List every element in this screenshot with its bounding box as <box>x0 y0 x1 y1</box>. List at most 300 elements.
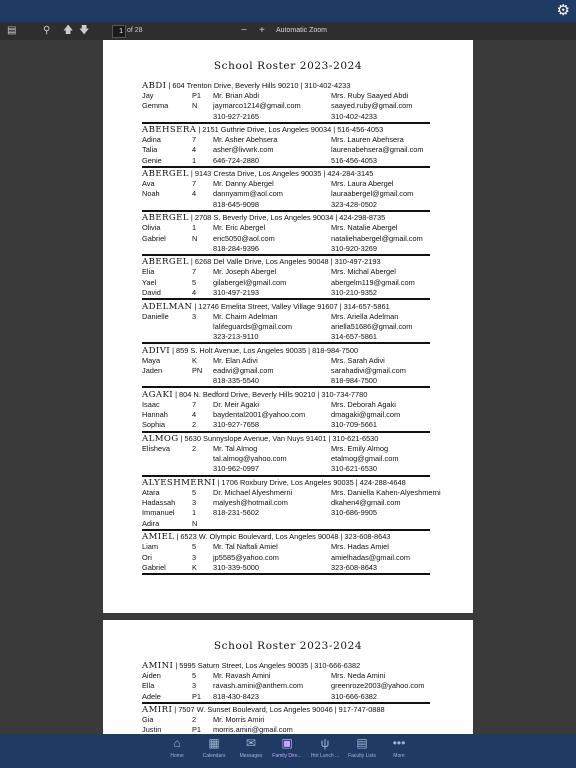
family-header <box>142 125 430 135</box>
child-name: Adele <box>142 691 161 701</box>
family-address: 2151 Guthrie Drive, Los Angeles 90034 <box>202 125 332 135</box>
separator: | <box>172 345 175 355</box>
family-entry <box>142 477 441 529</box>
parent2-info: Mrs. Neda Amini <box>331 671 386 680</box>
parent1-info: 646-724-2880 <box>213 155 260 165</box>
child-grade: PN <box>192 365 203 375</box>
family-row <box>142 715 430 725</box>
parent1-info: ravash.amini@anthem.com <box>213 681 304 691</box>
parent2-info: 818-984-7500 <box>331 376 378 386</box>
parent1-info: Mr. Eric Abergel <box>213 223 266 233</box>
family-name: ABERGEL <box>142 213 189 224</box>
family-phone: 424-288-4648 <box>359 477 406 487</box>
child-name: Jaden <box>142 365 163 375</box>
family-address: 12746 Emelita Street, Valley Village 91607 <box>198 301 338 311</box>
parent1-info: malyesh@hotmail.com <box>213 498 288 508</box>
child-name: Talia <box>142 145 158 155</box>
family-row <box>142 135 430 145</box>
separator: | <box>335 213 338 223</box>
family-entry <box>142 257 430 298</box>
parent1-info: 323-213-9110 <box>213 332 259 342</box>
parent1-info: Dr. Michael Alyeshmerni <box>213 487 293 497</box>
family-address: 5630 Sunnyslope Avenue, Van Nuys 91401 <box>184 433 327 443</box>
family-header <box>142 169 430 179</box>
separator: | <box>310 661 313 670</box>
family-row <box>142 112 430 122</box>
page-title: School Roster 2023-2024 <box>213 60 363 72</box>
parent2-info: Mrs. Emily Almog <box>331 443 389 453</box>
parent1-info: eric5050@aol.com <box>213 233 275 243</box>
family-entry <box>142 390 430 431</box>
parent1-info: gilabergel@gmail.com <box>213 277 287 287</box>
family-entry <box>142 346 430 387</box>
zoom-out-icon[interactable]: − <box>241 25 247 36</box>
child-grade: 7 <box>192 267 197 277</box>
parent2-info: 323-608-8643 <box>331 562 378 572</box>
parent1-info: 310-962-0997 <box>213 464 260 474</box>
separator: | <box>328 433 331 443</box>
tab-label: Calendars <box>202 753 226 759</box>
divider <box>142 122 430 124</box>
child-name: Ella <box>142 681 155 691</box>
family-row <box>142 681 430 691</box>
child-name: Immanuel <box>142 508 175 518</box>
parent1-info: 310-927-7658 <box>213 420 260 430</box>
child-grade: 3 <box>192 311 197 321</box>
parent2-info: ariella51686@gmail.com <box>331 321 413 331</box>
parent2-info: Mrs. Natalie Abergel <box>331 223 398 233</box>
parent1-info: 818-231-5602 <box>213 508 260 518</box>
family-row <box>142 671 430 681</box>
separator: | <box>175 389 178 399</box>
child-grade: 1 <box>192 155 197 165</box>
family-name: AMIRI <box>142 705 173 716</box>
family-header <box>142 532 430 542</box>
parent2-info: nataliehabergel@gmail.com <box>331 233 423 243</box>
family-header <box>142 257 430 267</box>
parent1-info: jp5585@yahoo.com <box>213 552 279 562</box>
child-name: Jay <box>142 91 154 100</box>
child-name: Olivia <box>142 223 161 233</box>
child-grade: 3 <box>192 552 197 562</box>
family-header <box>142 434 430 444</box>
tab-chat[interactable] <box>231 736 271 759</box>
child-grade: 7 <box>192 179 197 189</box>
separator: | <box>180 433 183 443</box>
parent1-info: 818-284-9396 <box>213 243 260 253</box>
family-row <box>142 376 430 386</box>
family-phone: 310-497-2193 <box>334 257 381 267</box>
family-row <box>142 322 430 332</box>
parent1-info: jaymarco1214@gmail.com <box>213 101 301 111</box>
divider <box>142 254 430 256</box>
search-icon[interactable]: ⚲ <box>43 25 51 36</box>
child-grade: 3 <box>192 498 197 508</box>
pdf-viewer[interactable] <box>0 40 576 734</box>
tab-utensils[interactable] <box>305 736 345 759</box>
family-row <box>142 444 430 454</box>
child-grade: 5 <box>192 487 197 497</box>
family-name: ALMOG <box>142 433 179 444</box>
family-row <box>142 223 430 233</box>
page-number-input[interactable]: 1 <box>112 25 126 38</box>
calendar-icon: ▦ <box>208 736 220 750</box>
parent1-info: 310-927-2165 <box>213 111 260 121</box>
family-phone: 323-608-8643 <box>344 532 391 542</box>
separator: | <box>174 705 177 715</box>
family-address: 6523 W. Olympic Boulevard, Los Angeles 90048 <box>180 532 339 542</box>
family-row <box>142 692 430 702</box>
family-header <box>142 478 430 488</box>
parent2-info: 310-686-9905 <box>331 508 378 518</box>
child-name: Isaac <box>142 399 160 409</box>
child-name: Elia <box>142 267 155 277</box>
separator: | <box>217 477 220 487</box>
family-row <box>142 244 430 254</box>
family-row <box>142 179 430 189</box>
utensils-icon: ψ <box>320 736 330 750</box>
gear-icon[interactable]: ⚙ <box>556 2 570 19</box>
child-grade: 7 <box>192 399 197 409</box>
family-phone: 310-402-4233 <box>304 81 351 90</box>
separator: | <box>339 301 342 311</box>
parent2-info: 310-621-6530 <box>331 464 378 474</box>
family-row <box>142 234 430 244</box>
separator: | <box>190 213 193 223</box>
parent1-info: Mr. Tal Almog <box>213 443 258 453</box>
parent1-info: Mr. Danny Abergel <box>213 179 274 189</box>
child-grade: K <box>192 562 197 572</box>
family-entry <box>142 81 430 122</box>
sidebar-toggle-icon[interactable]: ▤ <box>7 25 17 36</box>
separator: | <box>194 301 197 311</box>
family-address: 804 N. Bedford Drive, Beverly Hills 90210 <box>179 389 316 399</box>
parent2-info: saayed.ruby@gmail.com <box>331 101 413 111</box>
family-phone: 424-284-3145 <box>327 169 374 179</box>
family-phone: 424-298-8735 <box>339 213 386 223</box>
family-entry <box>142 434 430 475</box>
family-phone: 314-657-5861 <box>343 301 390 311</box>
tab-document[interactable] <box>342 736 382 759</box>
parent2-info: lauraabergel@gmail.com <box>331 189 414 199</box>
parent1-info: Mr. Elan Adivi <box>213 355 258 365</box>
divider <box>142 298 430 300</box>
family-row <box>142 356 430 366</box>
child-grade: P1 <box>192 691 202 701</box>
tab-label: Family Dire... <box>272 753 302 759</box>
family-row <box>142 366 430 376</box>
tab-label: Faculty Lists <box>348 753 376 759</box>
child-grade: 2 <box>192 443 197 453</box>
pdf-toolbar <box>0 22 576 40</box>
parent2-info: dmagaki@gmail.com <box>331 409 401 419</box>
page-total-label: of 28 <box>127 27 143 34</box>
separator: | <box>308 345 311 355</box>
family-name: ADIVI <box>142 345 171 356</box>
family-row <box>142 200 430 210</box>
pdf-page <box>103 40 473 613</box>
parent2-info: 310-210-9352 <box>331 287 378 297</box>
family-entry <box>142 169 430 210</box>
tab-label: Messages <box>239 753 263 759</box>
family-row <box>142 410 430 420</box>
separator: | <box>355 477 358 487</box>
child-grade: 5 <box>192 277 197 287</box>
family-phone: 310-734-7780 <box>321 389 368 399</box>
family-name: ABERGEL <box>142 169 189 180</box>
family-phone: 818-984-7500 <box>312 345 359 355</box>
separator: | <box>340 532 343 542</box>
parent2-info: 314-657-5861 <box>331 332 378 342</box>
parent1-info: Mr. Joseph Abergel <box>213 267 277 277</box>
family-row <box>142 332 430 342</box>
family-phone: 516-456-4053 <box>337 125 384 135</box>
child-name: Noah <box>142 189 160 199</box>
family-header <box>142 390 430 400</box>
chat-icon: ✉ <box>245 736 257 750</box>
child-name: Gia <box>142 715 154 725</box>
divider <box>142 573 430 575</box>
family-row <box>142 267 430 277</box>
child-name: Justin <box>142 725 162 734</box>
family-phone: 917-747-0888 <box>338 705 385 715</box>
family-name: AMINI <box>142 661 174 671</box>
tab-label: Home <box>170 753 184 759</box>
parent1-info: 818-335-5540 <box>213 376 260 386</box>
parent1-info: Dr. Meir Agaki <box>213 399 259 409</box>
parent1-info: Mr. Morris Amiri <box>213 715 265 725</box>
child-grade: P1 <box>192 725 202 734</box>
family-address: 6268 Del Valle Drive, Los Angeles 90048 <box>194 257 329 267</box>
parent1-info: tal.almog@yahoo.com <box>213 454 287 464</box>
parent1-info: asher@livwrk.com <box>213 145 274 155</box>
child-name: Ava <box>142 179 155 189</box>
divider <box>142 210 430 212</box>
child-grade: 2 <box>192 420 197 430</box>
child-grade: 1 <box>192 508 197 518</box>
parent1-info: dannyamm@aol.com <box>213 189 283 199</box>
child-name: Ori <box>142 552 152 562</box>
child-grade: K <box>192 355 197 365</box>
child-name: David <box>142 287 161 297</box>
separator: | <box>190 169 193 179</box>
zoom-select[interactable]: Automatic Zoom <box>276 27 327 34</box>
separator: | <box>334 705 337 715</box>
child-grade: N <box>192 518 198 528</box>
home-icon: ⌂ <box>173 736 181 750</box>
child-name: Aiden <box>142 671 161 680</box>
parent2-info: 323-428-0502 <box>331 199 378 209</box>
separator: | <box>330 257 333 267</box>
separator: | <box>198 125 201 135</box>
child-grade: N <box>192 233 198 243</box>
child-grade: 3 <box>192 681 197 691</box>
family-row <box>142 519 430 529</box>
parent2-info: Mrs. Ariella Adelman <box>331 311 399 321</box>
family-header <box>142 81 430 91</box>
child-name: Adina <box>142 135 161 145</box>
document-icon: ▤ <box>356 736 368 750</box>
family-row <box>142 553 430 563</box>
more-icon: ••• <box>392 736 406 750</box>
child-grade: P1 <box>192 91 202 100</box>
family-row <box>142 312 430 322</box>
parent2-info: laurenabehsera@gmail.com <box>331 145 424 155</box>
parent2-info: Mrs. Sarah Adivi <box>331 355 385 365</box>
family-row <box>142 508 430 518</box>
parent1-info: 818-430-8423 <box>213 691 260 701</box>
separator: | <box>333 125 336 135</box>
child-name: Maya <box>142 355 161 365</box>
child-grade: 4 <box>192 145 197 155</box>
family-name: ABEHSERA <box>142 125 197 136</box>
separator: | <box>168 81 171 90</box>
family-row <box>142 725 430 734</box>
family-header <box>142 705 430 715</box>
family-entry <box>142 125 430 166</box>
family-address: 859 S. Holt Avenue, Los Angeles 90035 <box>176 345 307 355</box>
divider <box>142 386 430 388</box>
child-grade: 4 <box>192 409 197 419</box>
family-row <box>142 156 430 166</box>
top-status-bar <box>0 0 576 22</box>
tab-more[interactable] <box>379 736 419 759</box>
separator: | <box>176 532 179 542</box>
family-name: ABERGEL <box>142 257 189 268</box>
parent1-info: morris.amiri@gmail.com <box>213 725 293 734</box>
family-entry <box>142 532 430 573</box>
parent2-info: abergelm119@gmail.com <box>331 277 415 287</box>
parent2-info: amielhadas@gmail.com <box>331 552 410 562</box>
parent2-info: 310-666-6382 <box>331 691 378 701</box>
separator: | <box>323 169 326 179</box>
parent2-info: 310-920-3269 <box>331 243 378 253</box>
family-row <box>142 101 430 111</box>
family-name: ABDI <box>142 81 167 91</box>
tab-directory[interactable] <box>267 736 307 759</box>
family-row <box>142 400 430 410</box>
separator: | <box>190 257 193 267</box>
parent2-info: Mrs. Deborah Agaki <box>331 399 396 409</box>
family-row <box>142 542 430 552</box>
parent2-info: 310-402-4233 <box>331 111 378 121</box>
family-row <box>142 278 430 288</box>
child-grade: 5 <box>192 671 197 680</box>
family-row <box>142 145 430 155</box>
divider <box>142 475 430 477</box>
family-phone: 310-666-6382 <box>314 661 361 670</box>
divider <box>142 166 430 168</box>
parent2-info: Mrs. Hadas Amiel <box>331 542 389 552</box>
family-entry <box>142 213 430 254</box>
parent2-info: dkahen4@gmail.com <box>331 498 401 508</box>
child-grade: 7 <box>192 135 197 145</box>
child-name: Gabriel <box>142 562 166 572</box>
family-name: ADELMAN <box>142 301 193 312</box>
family-row <box>142 189 430 199</box>
family-address: 7507 W. Sunset Boulevard, Los Angeles 90046 <box>178 705 333 715</box>
child-grade: 4 <box>192 189 197 199</box>
zoom-in-icon[interactable]: + <box>259 25 265 36</box>
divider <box>142 529 430 531</box>
parent1-info: baydental2001@yahoo.com <box>213 409 306 419</box>
parent1-info: Mr. Brian Abdi <box>213 91 260 100</box>
child-name: Adira <box>142 518 160 528</box>
tab-home[interactable] <box>157 736 197 759</box>
parent2-info: etalmog@gmail.com <box>331 454 399 464</box>
child-grade: 5 <box>192 542 197 552</box>
parent2-info: 310-709-5661 <box>331 420 378 430</box>
parent2-info: Mrs. Ruby Saayed Abdi <box>331 91 409 100</box>
child-name: Genie <box>142 155 162 165</box>
child-name: Elisheva <box>142 443 170 453</box>
family-row <box>142 563 430 573</box>
parent1-info: 310-497-2193 <box>213 287 260 297</box>
bottom-tab-bar <box>0 734 576 768</box>
parent1-info: 310-339-5000 <box>213 562 260 572</box>
child-name: Gabriel <box>142 233 166 243</box>
family-row <box>142 464 430 474</box>
parent2-info: Mrs. Michal Abergel <box>331 267 396 277</box>
divider <box>142 702 430 704</box>
family-name: AMIEL <box>142 532 175 543</box>
arrow-up-icon[interactable]: 🡅 <box>63 25 74 36</box>
child-grade: 1 <box>192 223 197 233</box>
family-header <box>142 302 430 312</box>
tab-label: More <box>393 753 405 759</box>
child-name: Atara <box>142 487 160 497</box>
family-name: ALYESHMERNI <box>142 477 216 488</box>
divider <box>142 431 430 433</box>
divider <box>142 342 430 344</box>
family-entry <box>142 302 430 343</box>
family-row <box>142 498 430 508</box>
family-entry <box>142 705 430 734</box>
family-row <box>142 288 430 298</box>
family-name: AGAKI <box>142 389 174 400</box>
family-address: 1706 Roxbury Drive, Los Angeles 90035 <box>221 477 354 487</box>
family-row <box>142 420 430 430</box>
parent2-info: Mrs. Lauren Abehsera <box>331 135 404 145</box>
child-name: Sophia <box>142 420 166 430</box>
parent2-info: sarahadivi@gmail.com <box>331 365 406 375</box>
directory-icon: ▣ <box>281 736 293 750</box>
child-grade: 2 <box>192 715 197 725</box>
child-grade: N <box>192 101 198 111</box>
arrow-down-icon[interactable]: 🡇 <box>79 25 90 36</box>
parent1-info: lalifeguards@gmail.com <box>213 321 292 331</box>
tab-calendar[interactable] <box>194 736 234 759</box>
parent1-info: Mr. Ravash Amini <box>213 671 271 680</box>
family-address: 5995 Saturn Street, Los Angeles 90035 <box>179 661 309 670</box>
parent2-info: 516-456-4053 <box>331 155 378 165</box>
family-row <box>142 454 430 464</box>
family-row <box>142 91 430 101</box>
family-header <box>142 346 430 356</box>
parent2-info: Mrs. Laura Abergel <box>331 179 394 189</box>
family-header <box>142 213 430 223</box>
separator: | <box>300 81 303 90</box>
child-name: Hadassah <box>142 498 176 508</box>
family-address: 604 Trenton Drive, Beverly Hills 90210 <box>172 81 299 90</box>
parent1-info: eadivi@gmail.com <box>213 365 274 375</box>
child-name: Yael <box>142 277 157 287</box>
child-name: Liam <box>142 542 159 552</box>
family-row <box>142 487 441 498</box>
parent1-info: 818-645-9098 <box>213 199 260 209</box>
page-title: School Roster 2023-2024 <box>213 640 363 652</box>
pdf-page <box>103 620 473 734</box>
